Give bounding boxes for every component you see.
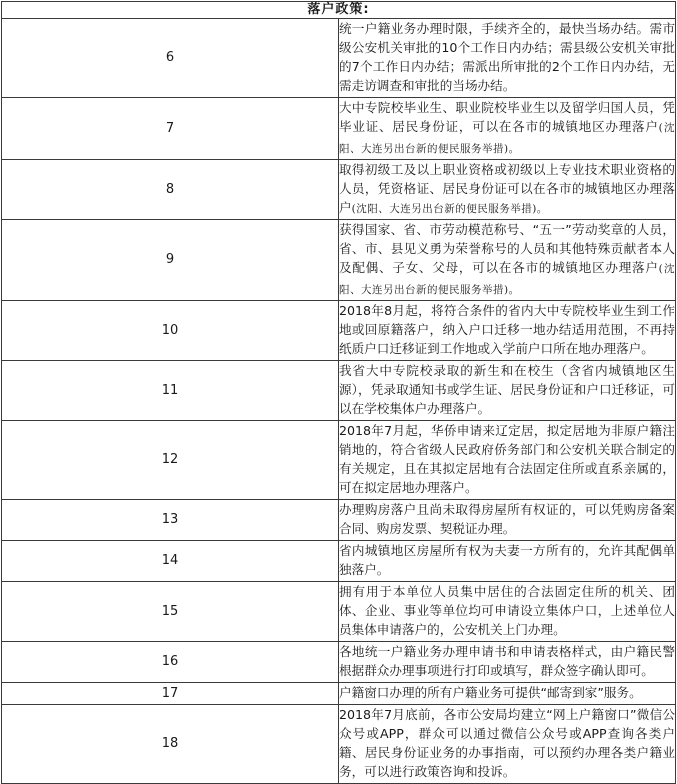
row-text: 大中专院校毕业生、职业院校毕业生以及留学归国人员，凭毕业证、居民身份证，可以在各市的城镇地区办理落户 <box>339 100 675 134</box>
row-number: 18 <box>2 705 339 784</box>
row-text-cell <box>339 582 676 642</box>
row-number: 12 <box>2 421 339 500</box>
row-text: 统一户籍业务办理时限，手续齐全的，最快当场办结。需市级公安机关审批的10个工作日内办结；需县级公安机关审批的7个工作日内办结；需派出所审批的2个工作日内办结，无需走访调查和审批的当场办结。 <box>339 21 675 93</box>
row-text-cell <box>339 500 676 541</box>
row-note: (沈阳、大连另出台新的便民服务举措)。 <box>339 122 675 155</box>
row-text-cell <box>339 361 676 421</box>
settlement-policy-table <box>1 1 676 784</box>
table-title: 落户政策: <box>2 2 676 19</box>
row-number: 17 <box>2 683 339 705</box>
row-number: 13 <box>2 500 339 541</box>
table-row <box>2 98 676 160</box>
row-number: 7 <box>2 98 339 160</box>
table-row <box>2 705 676 784</box>
row-number: 15 <box>2 582 339 642</box>
row-text-cell <box>339 642 676 683</box>
table-row <box>2 160 676 220</box>
row-text-cell <box>339 301 676 361</box>
row-text-cell <box>339 683 676 705</box>
row-text-cell <box>339 421 676 500</box>
row-text: 拥有用于本单位人员集中居住的合法固定住所的机关、团体、企业、事业等单位均可申请设立集体户口，上述单位人员集体申请落户的，公安机关上门办理。 <box>339 584 675 637</box>
table-row <box>2 19 676 98</box>
row-text-cell <box>339 160 676 220</box>
row-text: 获得国家、省、市劳动模范称号、“五一”劳动奖章的人员，省、市、县见义勇为荣誉称号的人员和其他特殊贡献者本人及配偶、子女、父母，可以在各市的城镇地区办理落户 <box>339 222 675 275</box>
row-text-cell <box>339 98 676 160</box>
table-header-row <box>2 2 676 19</box>
table-row <box>2 582 676 642</box>
table-row <box>2 361 676 421</box>
table-row <box>2 500 676 541</box>
row-text-cell <box>339 220 676 301</box>
table-row <box>2 683 676 705</box>
row-text: 取得初级工及以上职业资格或初级以上专业技术职业资格的人员，凭资格证、居民身份证可以在各市的城镇地区办理落户 <box>339 162 675 215</box>
row-text: 各地统一户籍业务办理申请书和申请表格样式，由户籍民警根据群众办理事项进行打印或填写，群众签字确认即可。 <box>339 644 675 678</box>
row-note: (沈阳、大连另出台新的便民服务举措)。 <box>339 263 675 296</box>
row-text: 户籍窗口办理的所有户籍业务可提供“邮寄到家”服务。 <box>339 685 642 700</box>
row-number: 9 <box>2 220 339 301</box>
row-text-cell <box>339 705 676 784</box>
row-note: (沈阳、大连另出台新的便民服务举措)。 <box>351 203 548 215</box>
table-row <box>2 301 676 361</box>
row-number: 11 <box>2 361 339 421</box>
table-row <box>2 642 676 683</box>
row-text: 省内城镇地区房屋所有权为夫妻一方所有的，允许其配偶单独落户。 <box>339 543 675 577</box>
row-number: 16 <box>2 642 339 683</box>
row-text: 我省大中专院校录取的新生和在校生（含省内城镇地区生源），凭录取通知书或学生证、居民身份证和户口迁移证，可以在学校集体户办理落户。 <box>339 363 675 416</box>
row-text: 2018年7月底前，各市公安局均建立“网上户籍窗口”微信公众号或APP，群众可以通过微信公众号或APP查询各类户籍、居民身份证业务的办事指南，可以预约办理各类户籍业务，可以进行政策咨询和投诉。 <box>339 707 675 779</box>
table-row <box>2 220 676 301</box>
row-number: 6 <box>2 19 339 98</box>
row-text-cell <box>339 19 676 98</box>
row-number: 14 <box>2 541 339 582</box>
row-text: 2018年7月起，华侨申请来辽定居，拟定居地为非原户籍注销地的，符合省级人民政府侨务部门和公安机关联合制定的有关规定，且在其拟定居地有合法固定住所或直系亲属的，可在拟定居地办理落户。 <box>339 423 675 495</box>
table-row <box>2 421 676 500</box>
row-number: 10 <box>2 301 339 361</box>
row-number: 8 <box>2 160 339 220</box>
row-text: 办理购房落户且尚未取得房屋所有权证的，可以凭购房备案合同、购房发票、契税证办理。 <box>339 502 675 536</box>
row-text: 2018年8月起，将符合条件的省内大中专院校毕业生到工作地或回原籍落户，纳入户口迁移一地办结适用范围，不再持纸质户口迁移证到工作地或入学前户口所在地办理落户。 <box>339 303 675 356</box>
